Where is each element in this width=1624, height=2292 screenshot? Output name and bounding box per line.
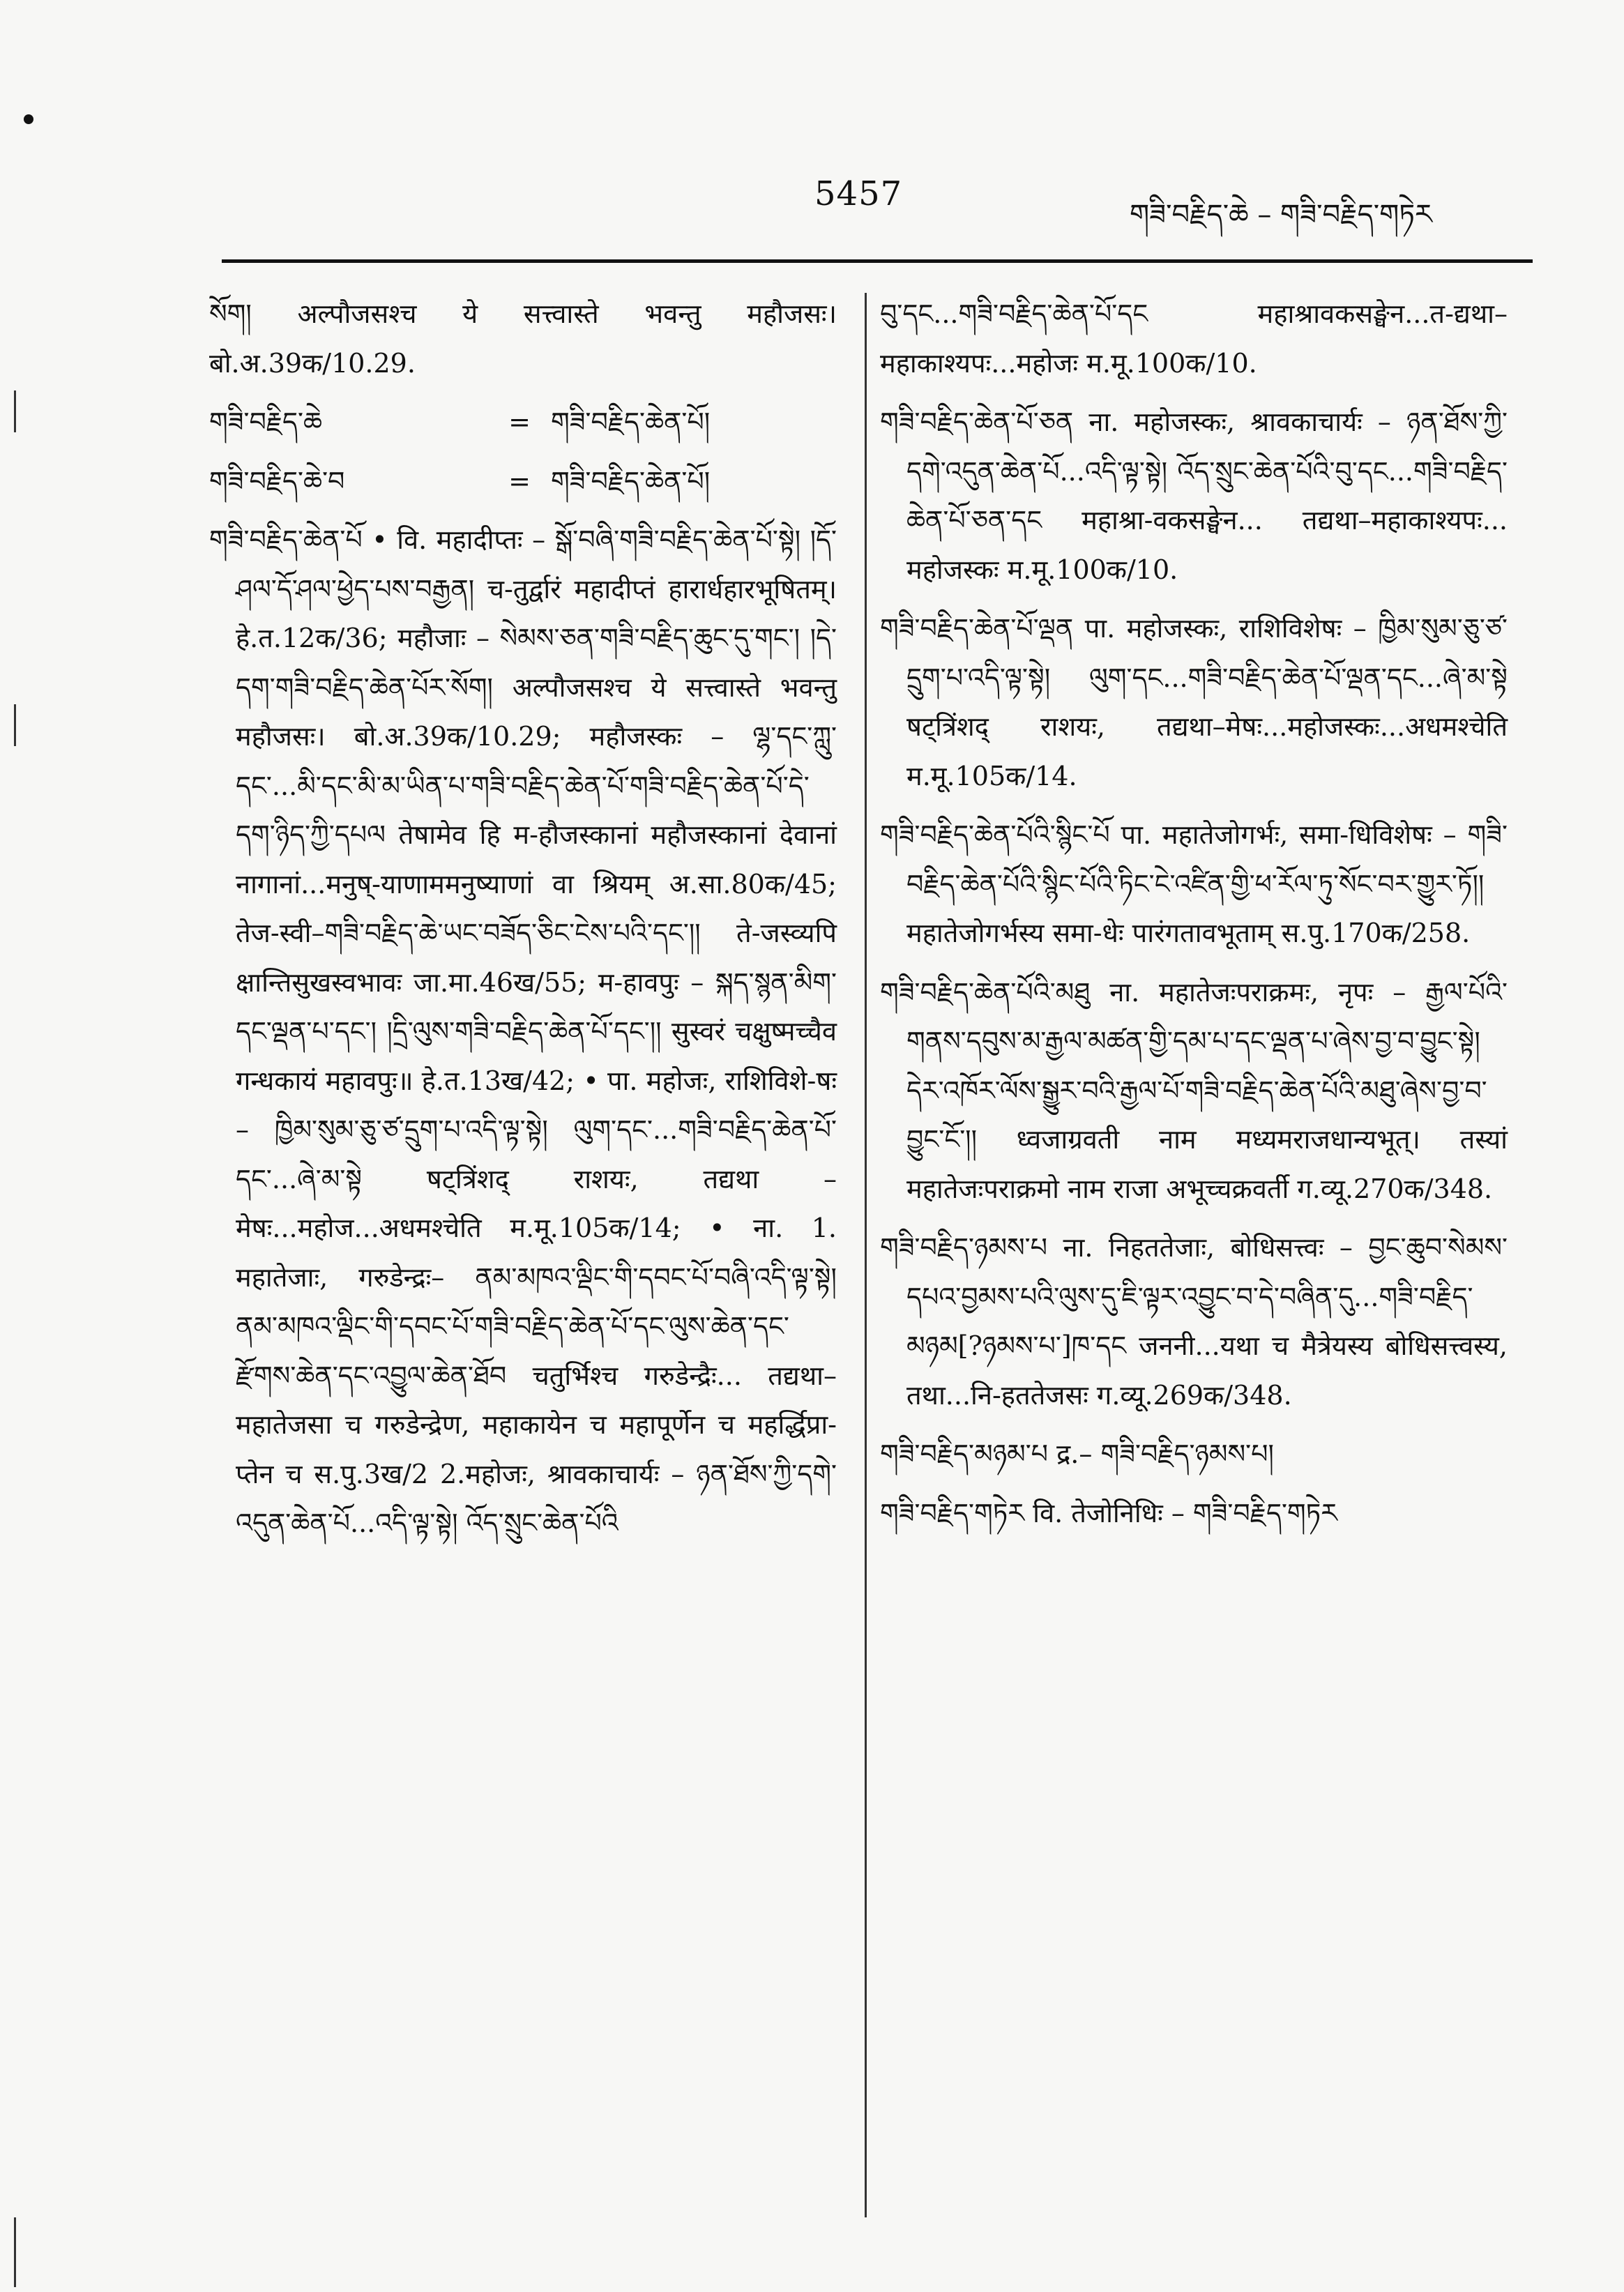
page-number: 5457 <box>814 174 903 213</box>
dictionary-entry: གཟི་བརྗིད་གཏེར वि. तेजोनिधिः – གཟི་བརྗིད་གཏེར <box>880 1497 1337 1528</box>
target-word: གཟི་བརྗིད་ཆེན་པོ། <box>551 407 711 437</box>
target-word: གཟི་བརྗིད་ཆེན་པོ། <box>551 465 711 496</box>
equals-sign: = <box>508 465 531 496</box>
margin-dot <box>24 114 33 124</box>
cross-ref-row <box>209 397 837 447</box>
headword: གཟི་བརྗིད་ཆེ <box>209 407 323 437</box>
equals-sign: = <box>508 407 531 437</box>
column-divider <box>865 293 867 2217</box>
margin-mark <box>14 704 16 746</box>
margin-mark <box>14 2217 16 2287</box>
dictionary-entry: གཟི་བརྗིད་ཆེན་པོ • वि. महादीप्तः – སྒོ་བཞི་གཟི་བརྗིད་ཆེན་པོ་སྟེ། །དོ་ཤལ་དོ་ཤལ་ཕྱེད་པས་བརྒྱན། च-तुर्द्वारं महादीप्तं हारार्धहारभूषितम्। हे.त.12क/36; महौजाः – སེམས་ཅན་གཟི་བརྗིད་ཆུང་དུ་གང་། །དེ་དག་གཟི་བརྗིད་ཆེན་པོར་སོག། अल्पौजसश्च ये सत्त्वास्ते भवन्तु महौजसः। बो.अ.39क/10.29; महौजस्कः – ལྷ་དང་ཀླུ་དང་...མི་དང་མི་མ་ཡིན་པ་གཟི་བརྗིད་ཆེན་པོ་གཟི་བརྗིད་ཆེན་པོ་དེ་དག་ཉིད་ཀྱི་དཔལ तेषामेव हि म-हौजस्कानां महौजस्कानां देवानां नागानां...मनुष्-याणाममनुष्याणां वा श्रियम् अ.सा.80क/45; तेज-स्वी–གཟི་བརྗིད་ཆེ་ཡང་བཟོད་ཅིང་ངེས་པའི་དང་།། ते-जस्व्यपि क्षान्तिसुखस्वभावः जा.मा.46ख/55; म-हावपुः – སྐད་སྙན་མིག་དང་ལྡན་པ་དང་། །དྲི་ལུས་གཟི་བརྗིད་ཆེན་པོ་དང་།། सुस्वरं चक्षुष्मच्चैव गन्धकायं महावपुः॥ हे.त.13ख/42; • पा. महोजः, राशिविशे-षः – ཁྱིམ་སུམ་ཅུ་ཙ་དྲུག་པ་འདི་ལྟ་སྟེ། ལུག་དང་...གཟི་བརྗིད་ཆེན་པོ་དང་...ཞེ་མ་སྟེ षट्त्रिंशद् राशयः, तद्यथा –मेषः...महोज...अधमश्चेति म.मू.105क/14; • ना. 1. महातेजाः, गरुडेन्द्रः– ནམ་མཁའ་ལྡིང་གི་དབང་པོ་བཞི་འདི་ལྟ་སྟེ། ནམ་མཁའ་ལྡིང་གི་དབང་པོ་གཟི་བརྗིད་ཆེན་པོ་དང་ལུས་ཆེན་དང་རྫོགས་ཆེན་དང་འབྱུལ་ཆེན་ཐོབ चतुर्भिश्च गरुडेन्द्रैः... तद्यथा–महातेजसा च गरुडेन्द्रेण, महाकायेन च महापूर्णेन च महर्द्धिप्रा-प्तेन च स.पु.3ख/2 2.महोजः, श्रावकाचार्यः – ཉན་ཐོས་ཀྱི་དགེ་འདུན་ཆེན་པོ...འདི་ལྟ་སྟེ། འོད་སྲུང་ཆེན་པོའི <box>209 524 837 1538</box>
dictionary-entry: གཟི་བརྗིད་ཆེན་པོའི་མཐུ ना. महातेजःपराक्रमः, नृपः – རྒྱལ་པོའི་གནས་དབུས་མ་རྒྱལ་མཚན་གྱི་དམ་པ་དང་ལྡན་པ་ཞེས་བྱ་བ་བྱུང་སྟེ། དེར་འཁོར་ལོས་སྒྱུར་བའི་རྒྱལ་པོ་གཟི་བརྗིད་ཆེན་པོའི་མཐུ་ཞེས་བྱ་བ་བྱུང་ངོ་།། ध्वजाग्रवती नाम मध्यमराजधान्यभूत्। तस्यां महातेजःपराक्रमो नाम राजा अभूच्चक्रवर्ती ग.व्यू.270क/348. <box>880 976 1508 1204</box>
margin-mark <box>14 390 16 432</box>
headword: གཟི་བརྗིད་ཆེ་བ <box>209 465 345 496</box>
dictionary-entry: གཟི་བརྗིད་མཉམ་པ द्र.– གཟི་བརྗིད་ཉམས་པ། <box>880 1439 1274 1469</box>
dictionary-entry: གཟི་བརྗིད་ཆེན་པོ་ཅན ना. महोजस्कः, श्रावकाचार्यः – ཉན་ཐོས་ཀྱི་དགེ་འདུན་ཆེན་པོ...འདི་ལྟ་སྟེ། འོད་སྲུང་ཆེན་པོའི་བུ་དང...གཟི་བརྗིད་ཆེན་པོ་ཅན་དང महाश्रा-वकसङ्घेन... तद्यथा–महाकाश्यपः... महोजस्कः म.मू.100क/10. <box>880 407 1508 585</box>
right-column <box>880 289 1508 1538</box>
continuation-text: སོག། अल्पौजसश्च ये सत्त्वास्ते भवन्तु महौजसः। बो.अ.39क/10.29. <box>209 298 837 379</box>
cross-ref-row <box>209 457 837 506</box>
continuation-text: བུ་དང...གཟི་བརྗིད་ཆེན་པོ་དང महाश्रावकसङ्घेन...त-द्यथा–महाकाश्यपः...महोजः म.मू.100क/10. <box>880 298 1508 379</box>
dictionary-entry: གཟི་བརྗིད་ཉམས་པ ना. निहततेजाः, बोधिसत्त्वः – བྱང་ཆུབ་སེམས་དཔའ་བྱམས་པའི་ལུས་དུ་ཇི་ལྟར་འབྱུང་བ་དེ་བཞིན་དུ...གཟི་བརྗིད་མཉམ[?ཉམས་པ་]ཁ་དང जननी...यथा च मैत्रेयस्य बोधिसत्त्वस्य, तथा...नि-हततेजसः ग.व्यू.269क/348. <box>880 1232 1508 1411</box>
running-header: གཟི་བརྗིད་ཆེ – གཟི་བརྗིད་གཏེར <box>1130 199 1432 231</box>
dictionary-entry: གཟི་བརྗིད་ཆེན་པོའི་སྙིང་པོ पा. महातेजोगर्भः, समा-धिविशेषः – གཟི་བརྗིད་ཆེན་པོའི་སྙིང་པོའི་ཏིང་ངེ་འཛིན་གྱི་ཕ་རོལ་ཏུ་སོང་བར་གྱུར་ཏོ།། महातेजोगर्भस्य समा-धेः पारंगतावभूताम् स.पु.170क/258. <box>880 819 1508 948</box>
header-rule <box>222 259 1533 263</box>
dictionary-entry: གཟི་བརྗིད་ཆེན་པོ་ལྡན पा. महोजस्कः, राशिविशेषः – ཁྱིམ་སུམ་ཅུ་ཙ་དྲུག་པ་འདི་ལྟ་སྟེ། ལུག་དང...གཟི་བརྗིད་ཆེན་པོ་ལྡན་དང...ཞེ་མ་སྟེ षट्त्रिंशद् राशयः, तद्यथा–मेषः...महोजस्कः...अधमश्चेति म.मू.105क/14. <box>880 613 1508 791</box>
left-column <box>209 289 837 1548</box>
